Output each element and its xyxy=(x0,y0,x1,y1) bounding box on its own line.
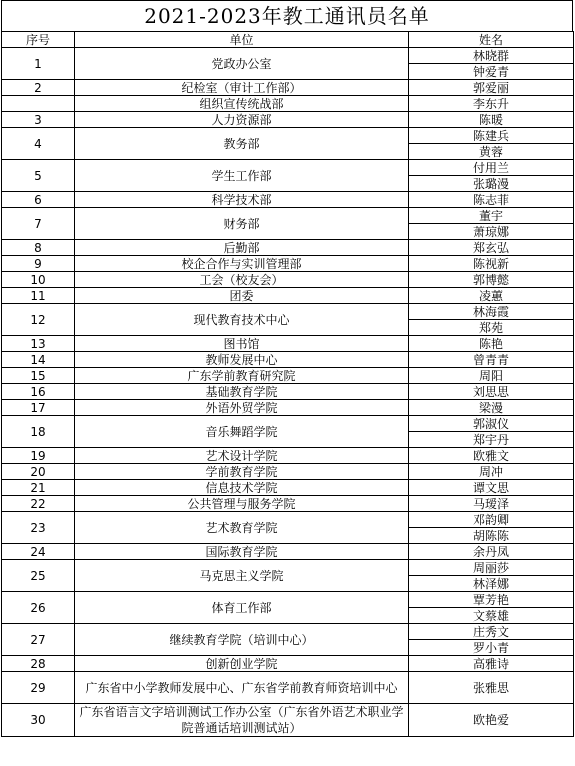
row-name: 余丹凤 xyxy=(409,544,574,560)
table-row xyxy=(2,672,574,704)
row-unit: 图书馆 xyxy=(75,336,409,352)
row-name: 刘思思 xyxy=(409,384,574,400)
row-index: 23 xyxy=(2,512,75,544)
row-name: 李东升 xyxy=(409,96,574,112)
row-index: 26 xyxy=(2,592,75,624)
table-row xyxy=(2,240,574,256)
table-row xyxy=(2,480,574,496)
table-row xyxy=(2,464,574,480)
row-index: 30 xyxy=(2,704,75,737)
row-unit: 团委 xyxy=(75,288,409,304)
table-row xyxy=(2,256,574,272)
row-name: 罗小青 xyxy=(409,640,574,656)
row-index: 21 xyxy=(2,480,75,496)
row-index: 18 xyxy=(2,416,75,448)
row-index: 20 xyxy=(2,464,75,480)
row-name: 郑苑 xyxy=(409,320,574,336)
page-title: 2021-2023年教工通讯员名单 xyxy=(1,0,573,31)
table-row xyxy=(2,304,574,320)
row-index: 19 xyxy=(2,448,75,464)
table-row xyxy=(2,400,574,416)
table-row xyxy=(2,272,574,288)
row-unit: 人力资源部 xyxy=(75,112,409,128)
table-row xyxy=(2,544,574,560)
row-index: 17 xyxy=(2,400,75,416)
row-name: 覃芳艳 xyxy=(409,592,574,608)
row-name: 欧雅文 xyxy=(409,448,574,464)
row-index: 15 xyxy=(2,368,75,384)
table-row xyxy=(2,192,574,208)
table-row xyxy=(2,48,574,64)
row-unit: 创新创业学院 xyxy=(75,656,409,672)
row-unit: 教师发展中心 xyxy=(75,352,409,368)
row-unit: 现代教育技术中心 xyxy=(75,304,409,336)
row-name: 陈暖 xyxy=(409,112,574,128)
row-name: 梁漫 xyxy=(409,400,574,416)
row-unit: 校企合作与实训管理部 xyxy=(75,256,409,272)
row-index: 2 xyxy=(2,80,75,96)
row-index: 12 xyxy=(2,304,75,336)
row-unit: 马克思主义学院 xyxy=(75,560,409,592)
row-name: 曾青青 xyxy=(409,352,574,368)
row-name: 高雅诗 xyxy=(409,656,574,672)
row-unit: 公共管理与服务学院 xyxy=(75,496,409,512)
row-unit: 继续教育学院（培训中心） xyxy=(75,624,409,656)
row-unit: 科学技术部 xyxy=(75,192,409,208)
row-unit: 体育工作部 xyxy=(75,592,409,624)
row-unit: 广东学前教育研究院 xyxy=(75,368,409,384)
table-row xyxy=(2,96,574,112)
row-index: 13 xyxy=(2,336,75,352)
row-index: 7 xyxy=(2,208,75,240)
table-row xyxy=(2,288,574,304)
row-index: 28 xyxy=(2,656,75,672)
table-row xyxy=(2,448,574,464)
row-name: 郭博懿 xyxy=(409,272,574,288)
table-row xyxy=(2,208,574,224)
row-index: 1 xyxy=(2,48,75,80)
row-name: 付用兰 xyxy=(409,160,574,176)
row-unit: 教务部 xyxy=(75,128,409,160)
row-name: 邓韵卿 xyxy=(409,512,574,528)
row-index: 10 xyxy=(2,272,75,288)
row-index: 25 xyxy=(2,560,75,592)
row-name: 周丽莎 xyxy=(409,560,574,576)
row-index: 22 xyxy=(2,496,75,512)
roster-table xyxy=(1,31,574,737)
row-unit: 艺术设计学院 xyxy=(75,448,409,464)
row-name: 陈建兵 xyxy=(409,128,574,144)
row-name: 陈艳 xyxy=(409,336,574,352)
row-name: 欧艳爱 xyxy=(409,704,574,737)
row-name: 萧琼娜 xyxy=(409,224,574,240)
table-row xyxy=(2,160,574,176)
row-name: 董宇 xyxy=(409,208,574,224)
table-row xyxy=(2,384,574,400)
row-unit: 学前教育学院 xyxy=(75,464,409,480)
row-name: 林晓群 xyxy=(409,48,574,64)
row-name: 胡陈陈 xyxy=(409,528,574,544)
row-index: 11 xyxy=(2,288,75,304)
row-unit: 组织宣传统战部 xyxy=(75,96,409,112)
row-name: 周冲 xyxy=(409,464,574,480)
table-row xyxy=(2,560,574,576)
header-row xyxy=(2,32,574,48)
row-unit: 后勤部 xyxy=(75,240,409,256)
table-row xyxy=(2,416,574,432)
row-name: 郑宇丹 xyxy=(409,432,574,448)
row-name: 郑玄弘 xyxy=(409,240,574,256)
row-index: 3 xyxy=(2,112,75,128)
table-row xyxy=(2,80,574,96)
row-unit: 艺术教育学院 xyxy=(75,512,409,544)
row-unit: 基础教育学院 xyxy=(75,384,409,400)
row-index: 27 xyxy=(2,624,75,656)
row-index: 8 xyxy=(2,240,75,256)
row-name: 陈志菲 xyxy=(409,192,574,208)
row-unit: 音乐舞蹈学院 xyxy=(75,416,409,448)
table-row xyxy=(2,624,574,640)
table-row xyxy=(2,656,574,672)
row-unit: 工会（校友会） xyxy=(75,272,409,288)
row-unit: 信息技术学院 xyxy=(75,480,409,496)
row-name: 林泽娜 xyxy=(409,576,574,592)
row-name: 郭爱丽 xyxy=(409,80,574,96)
roster-sheet xyxy=(1,0,573,737)
row-index: 24 xyxy=(2,544,75,560)
row-index: 9 xyxy=(2,256,75,272)
row-unit: 学生工作部 xyxy=(75,160,409,192)
row-name: 文蔡雄 xyxy=(409,608,574,624)
table-row xyxy=(2,128,574,144)
row-index: 5 xyxy=(2,160,75,192)
row-unit: 国际教育学院 xyxy=(75,544,409,560)
row-name: 黄蓉 xyxy=(409,144,574,160)
table-row xyxy=(2,368,574,384)
table-row xyxy=(2,704,574,737)
row-unit: 广东省中小学教师发展中心、广东省学前教育师资培训中心 xyxy=(75,672,409,704)
row-index: 4 xyxy=(2,128,75,160)
table-row xyxy=(2,336,574,352)
row-index: 14 xyxy=(2,352,75,368)
row-name: 马瑷泽 xyxy=(409,496,574,512)
row-index: 6 xyxy=(2,192,75,208)
table-row xyxy=(2,112,574,128)
row-name: 钟爱青 xyxy=(409,64,574,80)
row-name: 周阳 xyxy=(409,368,574,384)
row-index: 16 xyxy=(2,384,75,400)
header-name: 姓名 xyxy=(409,32,574,48)
row-name: 庄秀文 xyxy=(409,624,574,640)
row-name: 郭淑仪 xyxy=(409,416,574,432)
row-index xyxy=(2,96,75,112)
table-row xyxy=(2,512,574,528)
row-name: 张雅思 xyxy=(409,672,574,704)
table-row xyxy=(2,592,574,608)
row-unit: 党政办公室 xyxy=(75,48,409,80)
header-unit: 单位 xyxy=(75,32,409,48)
row-unit: 广东省语言文字培训测试工作办公室（广东省外语艺术职业学院普通话培训测试站） xyxy=(75,704,409,737)
table-row xyxy=(2,352,574,368)
row-name: 林海霞 xyxy=(409,304,574,320)
row-name: 谭文思 xyxy=(409,480,574,496)
row-unit: 财务部 xyxy=(75,208,409,240)
row-index: 29 xyxy=(2,672,75,704)
header-index: 序号 xyxy=(2,32,75,48)
row-name: 凌蕙 xyxy=(409,288,574,304)
table-row xyxy=(2,496,574,512)
row-name: 张璐漫 xyxy=(409,176,574,192)
row-unit: 外语外贸学院 xyxy=(75,400,409,416)
row-unit: 纪检室（审计工作部） xyxy=(75,80,409,96)
row-name: 陈视新 xyxy=(409,256,574,272)
